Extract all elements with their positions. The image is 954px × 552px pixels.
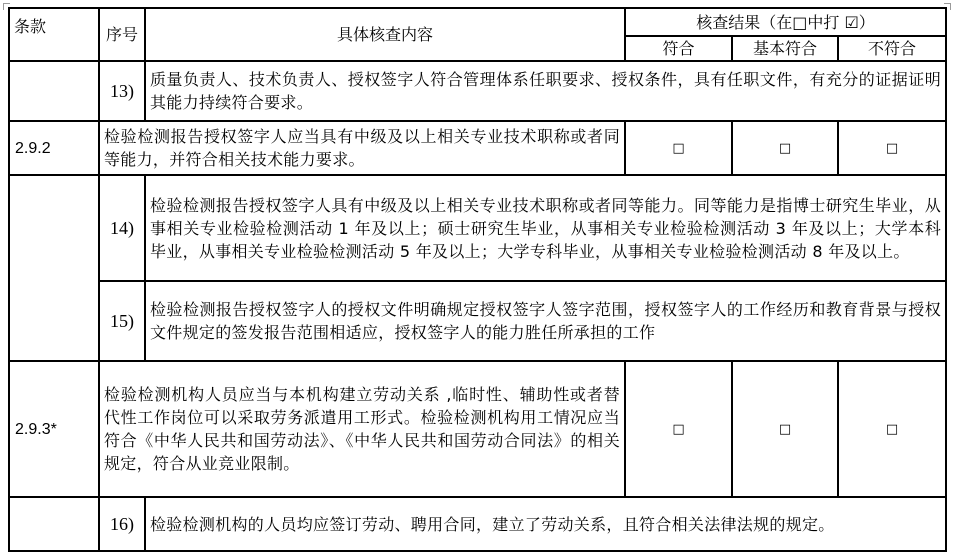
seq-cell: 13) [99, 61, 145, 121]
seq-cell: 14) [99, 175, 145, 281]
seq-header: 序号 [99, 8, 145, 61]
conform-header: 符合 [625, 36, 732, 61]
content-header: 具体核查内容 [145, 8, 625, 61]
clause-requirement-text: 检验检测机构人员应当与本机构建立劳动关系 ,临时性、辅助性或者替代性工作岗位可以采取劳务派遣用工形式。检验检测机构用工情况应当符合《中华人民共和国劳动法》、《中华人民共和国劳动合同法》的相关规定，符合从业竞业限制。 [99, 361, 625, 497]
basic-conform-header: 基本符合 [732, 36, 838, 61]
clause-header: 条款 [9, 8, 99, 61]
clause-requirement-text: 检验检测报告授权签字人应当具有中级及以上相关专业技术职称或者同等能力，并符合相关技术能力要求。 [99, 121, 625, 175]
item-text: 检验检测报告授权签字人的授权文件明确规定授权签字人签字范围，授权签字人的工作经历和教育背景与授权文件规定的签发报告范围相适应，授权签字人的能力胜任所承担的工作 [145, 281, 946, 361]
nonconform-checkbox[interactable]: □ [838, 361, 946, 497]
table-row [9, 175, 946, 281]
basic-conform-checkbox[interactable]: □ [732, 361, 838, 497]
conform-checkbox[interactable]: □ [625, 121, 732, 175]
clause-cell: 2.9.3* [9, 361, 99, 497]
item-text: 质量负责人、技术负责人、授权签字人符合管理体系任职要求、授权条件，具有任职文件，有充分的证据证明其能力持续符合要求。 [145, 61, 946, 121]
seq-cell: 16) [99, 497, 145, 551]
nonconform-header: 不符合 [838, 36, 946, 61]
item-text: 检验检测报告授权签字人具有中级及以上相关专业技术职称或者同等能力。同等能力是指博士研究生毕业，从事相关专业检验检测活动 1 年及以上；硕士研究生毕业，从事相关专业检验检测活动 3 年及以上；大学本科毕业，从事相关专业检验检测活动 5 年及以上；大学专科毕业，从事相关专业检验检测活动 8 年及以上。 [145, 175, 946, 281]
clause-cell-empty [9, 497, 99, 551]
clause-cell-empty [9, 175, 99, 361]
inspection-checklist-table [8, 7, 947, 552]
clause-cell-empty [9, 61, 99, 121]
conform-checkbox[interactable]: □ [625, 361, 732, 497]
header-row [9, 8, 946, 36]
basic-conform-checkbox[interactable]: □ [732, 121, 838, 175]
table-row [9, 61, 946, 121]
table-row [9, 497, 946, 551]
item-text: 检验检测机构的人员均应签订劳动、聘用合同，建立了劳动关系，且符合相关法律法规的规定。 [145, 497, 946, 551]
seq-cell: 15) [99, 281, 145, 361]
table-row [9, 361, 946, 497]
result-header: 核查结果（在□中打 ☑） [625, 8, 946, 36]
clause-cell: 2.9.2 [9, 121, 99, 175]
table-row [9, 281, 946, 361]
nonconform-checkbox[interactable]: □ [838, 121, 946, 175]
table-row [9, 121, 946, 175]
